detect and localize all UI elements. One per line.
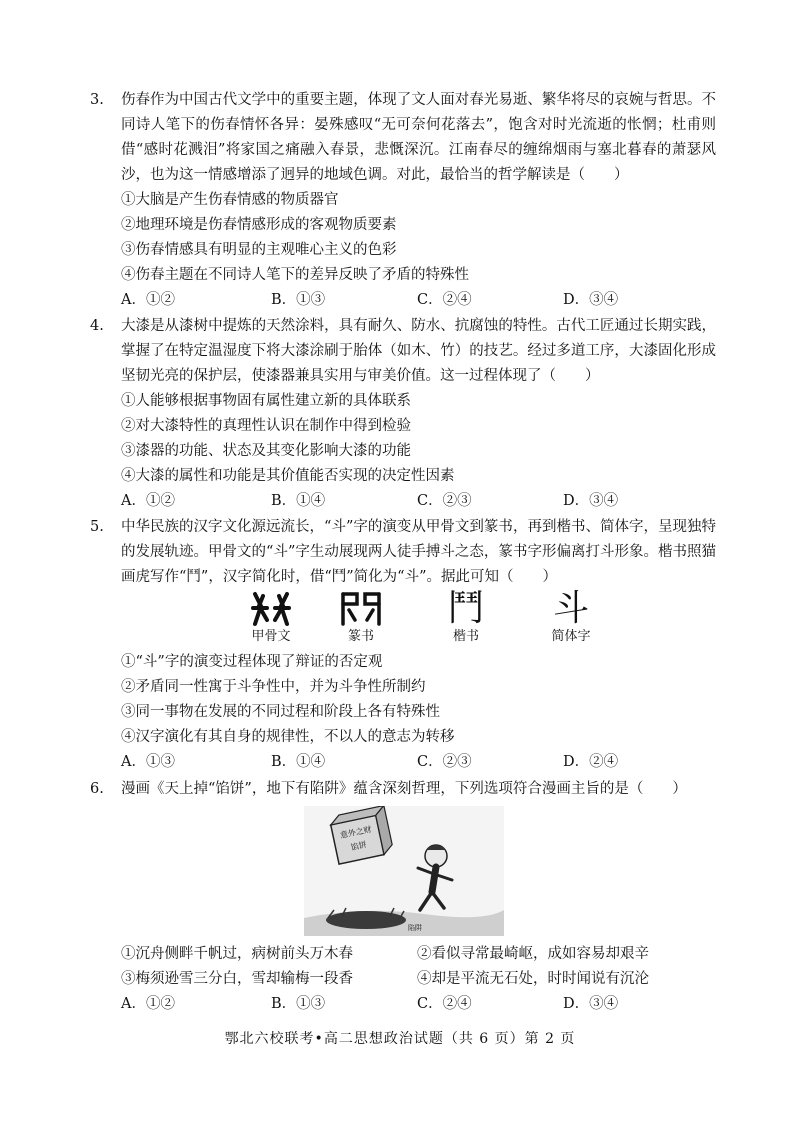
statement-3: ③同一事物在发展的不同过程和阶段上各有特殊性 — [121, 704, 440, 720]
question-stem: 中华民族的汉字文化源远流长，“斗”字的演变从甲骨文到篆书，再到楷书、简体字，呈现独特的发展轨迹。甲骨文的“斗”字生动展现两人徒手搏斗之态，篆书字形偏离打斗形象。楷书照猫画虎写作“鬥”，汉字简化时，借“鬥”简化为“斗”。据此可知（ ） — [121, 519, 716, 585]
trap-label: 陷阱 — [408, 924, 422, 932]
statement-row-1 — [121, 942, 716, 967]
question-number: 5. — [90, 519, 104, 535]
statement-row-2 — [121, 967, 716, 992]
choice-d[interactable]: D．③④ — [563, 996, 619, 1012]
choice-a[interactable]: A．①② — [121, 996, 175, 1012]
question-number: 4. — [90, 318, 104, 334]
statement-1: ①大脑是产生伤春情感的物质器官 — [121, 192, 339, 208]
choice-b[interactable]: B．①④ — [271, 493, 326, 509]
statement-1: ①沉舟侧畔千帆过，病树前头万木春 — [121, 946, 353, 962]
statement-4: ④大漆的属性和功能是其价值能否实现的决定性因素 — [121, 468, 455, 484]
choice-c[interactable]: C．②③ — [417, 493, 472, 509]
question-number: 3. — [90, 92, 104, 108]
statement-4: ④伤春主题在不同诗人笔下的差异反映了矛盾的特殊性 — [121, 267, 469, 283]
regular-script-glyph — [416, 590, 516, 646]
choice-a[interactable]: A．①② — [121, 493, 175, 509]
page-footer: 鄂北六校联考•高二思想政治试题（共 6 页）第 2 页 — [224, 1031, 576, 1047]
question-5 — [90, 515, 716, 775]
choice-d[interactable]: D．③④ — [563, 292, 619, 308]
answer-choices — [121, 489, 716, 514]
question-6 — [90, 777, 716, 1017]
choice-b[interactable]: B．①③ — [271, 996, 326, 1012]
question-4 — [90, 314, 716, 514]
statement-2: ②矛盾同一性寓于斗争性中，并为斗争性所制约 — [121, 679, 426, 695]
question-3 — [90, 88, 716, 313]
statement-3: ③漆器的功能、状态及其变化影响大漆的功能 — [121, 443, 411, 459]
question-stem: 大漆是从漆树中提炼的天然涂料，具有耐久、防水、抗腐蚀的特性。古代工匠通过长期实践，掌握了在特定温湿度下将大漆涂刷于胎体（如木、竹）的技艺。经过多道工序，大漆固化形成坚韧光亮的保护层，使漆器兼具实用与审美价值。这一过程体现了（ ） — [121, 318, 716, 384]
oracle-bone-dou-icon — [249, 590, 293, 628]
glyph-label: 甲骨文 — [251, 629, 291, 644]
choice-c[interactable]: C．②③ — [417, 754, 472, 770]
glyph-label: 楷书 — [452, 629, 479, 644]
choice-d[interactable]: D．②④ — [563, 754, 619, 770]
answer-choices — [121, 992, 716, 1017]
choice-c[interactable]: C．②④ — [417, 996, 472, 1012]
statement-2: ②对大漆特性的真理性认识在制作中得到检验 — [121, 418, 411, 434]
choice-b[interactable]: B．①③ — [271, 292, 326, 308]
character-evolution-figure — [121, 590, 716, 650]
choice-d[interactable]: D．③④ — [563, 493, 619, 509]
cartoon-image — [304, 806, 504, 936]
simplified-char: 斗 — [552, 588, 589, 629]
glyph-label: 简体字 — [551, 629, 591, 644]
seal-script-dou-icon — [339, 590, 383, 628]
choice-c[interactable]: C．②④ — [417, 292, 472, 308]
statement-4: ④却是平流无石处，时时闻说有沉沦 — [417, 971, 649, 987]
question-number: 6. — [90, 781, 104, 797]
cartoon-illustration — [304, 806, 504, 936]
choice-a[interactable]: A．①③ — [121, 754, 175, 770]
statement-3: ③梅须逊雪三分白，雪却输梅一段香 — [121, 971, 353, 987]
statement-1: ①人能够根据事物固有属性建立新的具体联系 — [121, 393, 411, 409]
oracle-bone-glyph — [221, 590, 321, 646]
statement-3: ③伤春情感具有明显的主观唯心主义的色彩 — [121, 242, 397, 258]
simplified-glyph — [521, 590, 621, 646]
question-stem: 伤春作为中国古代文学中的重要主题，体现了文人面对春光易逝、繁华将尽的哀婉与哲思。不同诗人笔下的伤春情怀各异：晏殊感叹“无可奈何花落去”，饱含对时光流逝的怅惘；杜甫则借“感时花溅泪”将家国之痛融入春景，悲慨深沉。江南春尽的缠绵烟雨与塞北暮春的萧瑟风沙，也为这一情感增添了迥异的地域色调。对此，最恰当的哲学解读是（ ） — [121, 92, 716, 183]
choice-b[interactable]: B．①④ — [271, 754, 326, 770]
statement-2: ②看似寻常最崎岖，成如容易却艰辛 — [417, 946, 649, 962]
statement-2: ②地理环境是伤春情感形成的客观物质要素 — [121, 217, 397, 233]
regular-script-char: 鬥 — [447, 588, 484, 629]
box-text-1: 意外之财 — [339, 824, 373, 841]
answer-choices — [121, 750, 716, 775]
glyph-label: 篆书 — [347, 629, 374, 644]
seal-script-glyph — [311, 590, 411, 646]
choice-a[interactable]: A．①② — [121, 292, 175, 308]
box-text-2: 馅饼 — [349, 840, 368, 853]
answer-choices — [121, 288, 716, 313]
question-stem: 漫画《天上掉“馅饼”，地下有陷阱》蕴含深刻哲理，下列选项符合漫画主旨的是（ ） — [121, 781, 687, 797]
statement-1: ①“斗”字的演变过程体现了辩证的否定观 — [121, 654, 383, 670]
statement-4: ④汉字演化有其自身的规律性，不以人的意志为转移 — [121, 729, 455, 745]
